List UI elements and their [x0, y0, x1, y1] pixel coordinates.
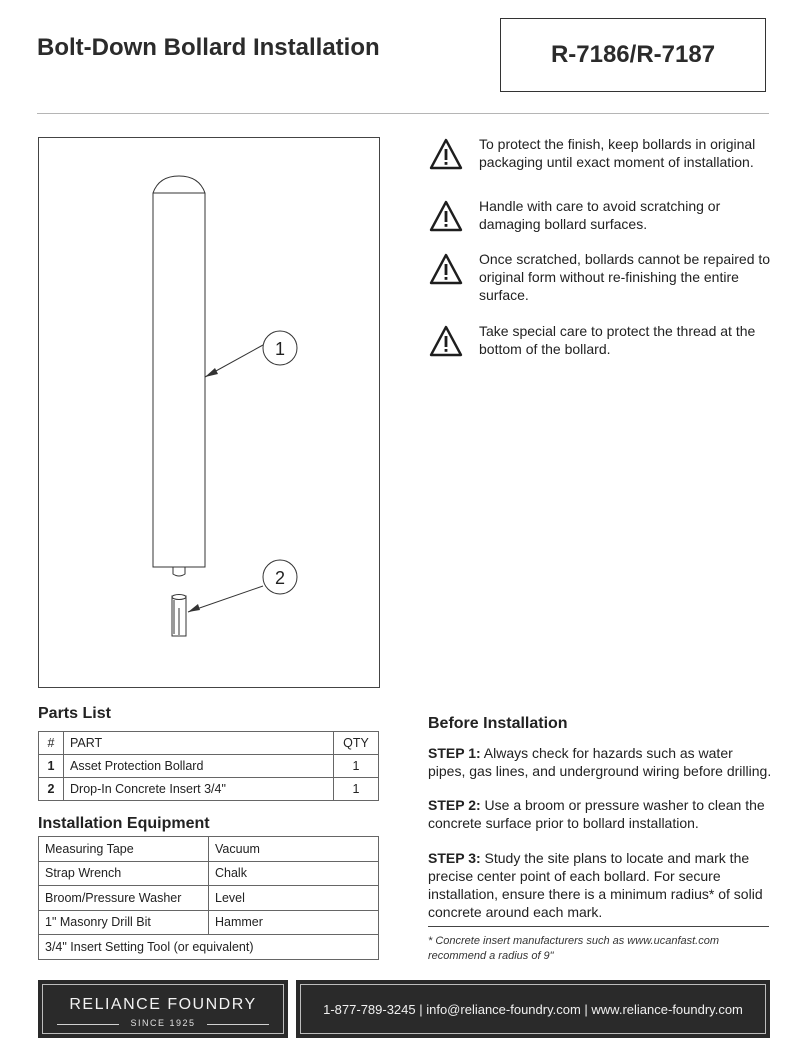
- warning-text: Once scratched, bollards cannot be repaired to original form without re-finishing the entire surface.: [479, 251, 771, 303]
- equipment-heading: Installation Equipment: [38, 815, 210, 832]
- logo-frame: [42, 984, 284, 1034]
- before-installation-heading: Before Installation: [428, 715, 568, 732]
- table-row: [39, 861, 379, 886]
- brand-logo: [38, 980, 288, 1038]
- brand-name: RELIANCE FOUNDRY: [69, 996, 257, 1013]
- equipment-item: Vacuum: [209, 837, 379, 862]
- equipment-item: Chalk: [209, 861, 379, 886]
- equipment-item: Hammer: [209, 910, 379, 935]
- callout-label-1: 1: [274, 339, 286, 359]
- table-row: [39, 886, 379, 911]
- warning-triangle-icon: [428, 137, 464, 171]
- brand-since: SINCE 1925: [130, 1018, 196, 1028]
- contact-info: 1-877-789-3245 | info@reliance-foundry.com | www.reliance-foundry.com: [300, 984, 766, 1034]
- parts-list-table: [38, 731, 379, 801]
- header-divider: [37, 113, 769, 114]
- equipment-item: 3/4" Insert Setting Tool (or equivalent): [39, 935, 379, 960]
- part-name: Drop-In Concrete Insert 3/4": [64, 778, 334, 801]
- column-header: #: [39, 732, 64, 755]
- column-header: PART: [64, 732, 334, 755]
- equipment-table: [38, 836, 379, 960]
- footnote-divider: [428, 926, 769, 927]
- table-row: [39, 935, 379, 960]
- bollard-thread: [173, 567, 185, 576]
- warning-item: [428, 197, 773, 233]
- table-row: [39, 778, 379, 801]
- part-qty: 1: [334, 778, 379, 801]
- page-title: Bolt-Down Bollard Installation: [37, 34, 380, 61]
- step-label: STEP 3:: [428, 850, 481, 866]
- column-header: QTY: [334, 732, 379, 755]
- table-row: [39, 837, 379, 862]
- equipment-item: Measuring Tape: [39, 837, 209, 862]
- step-text: Use a broom or pressure washer to clean the concrete surface prior to bollard installation.: [428, 797, 765, 831]
- callout-label-2: 2: [274, 568, 286, 588]
- equipment-item: Level: [209, 886, 379, 911]
- part-name: Asset Protection Bollard: [64, 755, 334, 778]
- warning-triangle-icon: [428, 199, 464, 233]
- step-item: [428, 849, 773, 921]
- warning-item: [428, 250, 773, 304]
- part-number: 2: [39, 778, 64, 801]
- part-qty: 1: [334, 755, 379, 778]
- step-item: [428, 796, 773, 832]
- table-header-row: [39, 732, 379, 755]
- logo-rule-right: [207, 1024, 269, 1025]
- parts-list-heading: Parts List: [38, 705, 111, 722]
- table-row: [39, 755, 379, 778]
- equipment-item: 1" Masonry Drill Bit: [39, 910, 209, 935]
- equipment-item: Strap Wrench: [39, 861, 209, 886]
- warning-text: To protect the finish, keep bollards in original packaging until exact moment of installation.: [479, 136, 756, 170]
- warning-item: [428, 322, 773, 358]
- contact-bar: [296, 980, 770, 1038]
- warning-triangle-icon: [428, 324, 464, 358]
- concrete-insert: [172, 595, 186, 637]
- warning-text: Handle with care to avoid scratching or damaging bollard surfaces.: [479, 198, 721, 232]
- warning-triangle-icon: [428, 252, 464, 286]
- step-text: Always check for hazards such as water pipes, gas lines, and underground wiring before drilling.: [428, 745, 772, 779]
- warning-text: Take special care to protect the thread at the bottom of the bollard.: [479, 323, 756, 357]
- step-text: Study the site plans to locate and mark the precise center point of each bollard. For secure installation, ensure there is a minimum radius* of solid concrete around each mark.: [428, 850, 763, 920]
- step-label: STEP 2:: [428, 797, 481, 813]
- bollard-drawing: [39, 138, 381, 689]
- leader-arrowhead-1: [205, 368, 218, 377]
- table-row: [39, 910, 379, 935]
- equipment-item: Broom/Pressure Washer: [39, 886, 209, 911]
- step-item: [428, 744, 773, 780]
- leader-arrowhead-2: [188, 604, 200, 612]
- footnote: * Concrete insert manufacturers such as www.ucanfast.com recommend a radius of 9": [428, 935, 720, 962]
- bollard-diagram: [38, 137, 380, 688]
- warning-item: [428, 135, 773, 171]
- part-number: 1: [39, 755, 64, 778]
- bollard-body: [153, 176, 205, 567]
- step-label: STEP 1:: [428, 745, 481, 761]
- model-number-box: R-7186/R-7187: [500, 18, 766, 92]
